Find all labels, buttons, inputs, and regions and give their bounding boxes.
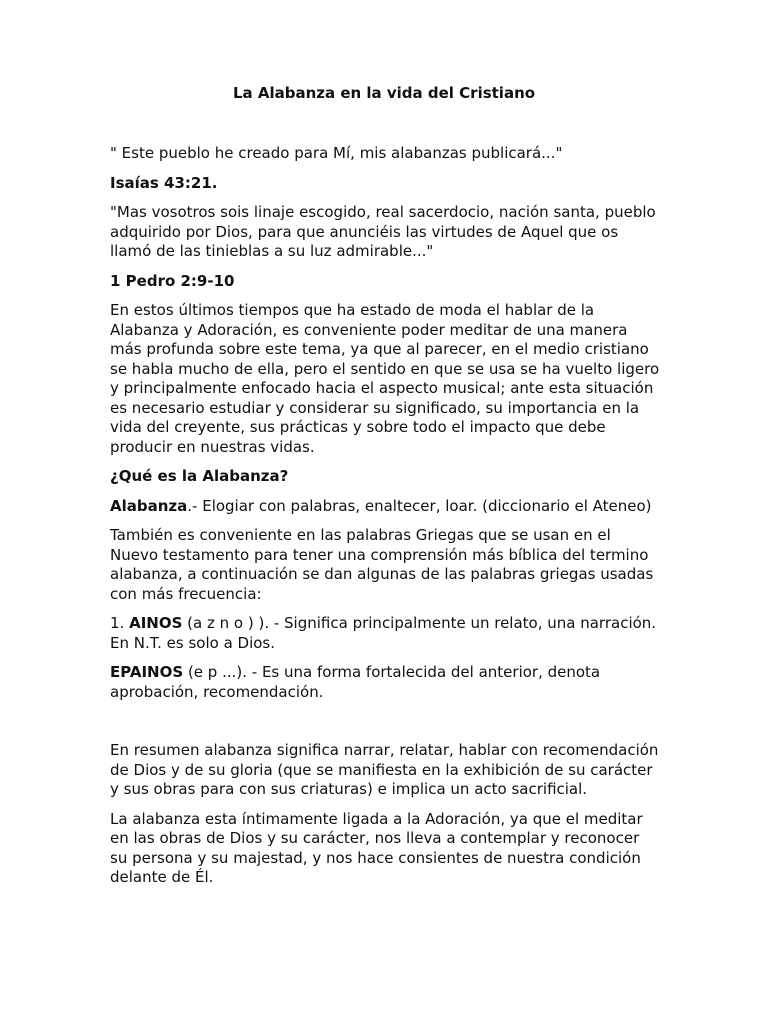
ainos-number: 1. <box>110 614 130 632</box>
ainos-paragraph <box>110 614 660 653</box>
document-body <box>110 144 660 898</box>
verse-pedro-text: "Mas vosotros sois linaje escogido, real sacerdocio, nación santa, pueblo adquirido por Dios, para que anunciéis las virtudes de Aquel que os llamó de las tinieblas a su luz admirable..." <box>110 203 656 260</box>
definition-term: Alabanza <box>110 496 188 515</box>
definition-paragraph <box>110 497 660 517</box>
intro-paragraph: En estos últimos tiempos que ha estado de moda el hablar de la Alabanza y Adoración, es conveniente poder meditar de una manera más profunda sobre este tema, ya que al parecer, en el medio cristiano se habla mucho de ella, pero el sentido en que se usa se ha vuelto ligero y principalmente enfocado hacia el aspecto musical; ante esta situación es necesario estudiar y considerar su significado, su importancia en la vida del creyente, sus prácticas y sobre todo el impacto que debe producir en nuestras vidas. <box>110 301 660 456</box>
greek-intro-paragraph: También es conveniente en las palabras Griegas que se usan en el Nuevo testamento para tener una comprensión más bíblica del termino alabanza, a continuación se dan algunas de las palabras griegas usadas con más frecuencia: <box>110 526 654 603</box>
epainos-paragraph <box>110 663 660 702</box>
epainos-text: (e p ...). - Es una forma fortalecida del anterior, denota aprobación, recomendación. <box>110 663 601 701</box>
definition-text: .- Elogiar con palabras, enaltecer, loar. (diccionario el Ateneo) <box>187 496 652 515</box>
spacer <box>110 712 660 741</box>
closing-paragraph: La alabanza esta íntimamente ligada a la Adoración, ya que el meditar en las obras de Dios y su carácter, nos lleva a contemplar y reconocer su persona y su majestad, y nos hace consientes de nuestra condición delante de Él. <box>110 809 643 886</box>
verse-pedro-reference: 1 Pedro 2:9-10 <box>110 271 235 290</box>
document-title: La Alabanza en la vida del Cristiano <box>232 84 536 102</box>
ainos-term: AINOS <box>129 614 183 632</box>
verse-isaias-text: " Este pueblo he creado para Mí, mis alabanzas publicará..." <box>110 144 563 162</box>
ainos-text: (a z n o ) ). - Significa principalmente un relato, una narración. En N.T. es solo a Dios. <box>110 614 657 652</box>
verse-isaias-reference: Isaías 43:21. <box>110 173 218 192</box>
summary-paragraph: En resumen alabanza significa narrar, relatar, hablar con recomendación de Dios y de su gloria (que se manifiesta en la exhibición de su carácter y sus obras para con sus criaturas) e implica un acto sacrificial. <box>110 741 659 798</box>
section-heading-what-is: ¿Qué es la Alabanza? <box>110 467 289 485</box>
epainos-term: EPAINOS <box>110 663 184 681</box>
